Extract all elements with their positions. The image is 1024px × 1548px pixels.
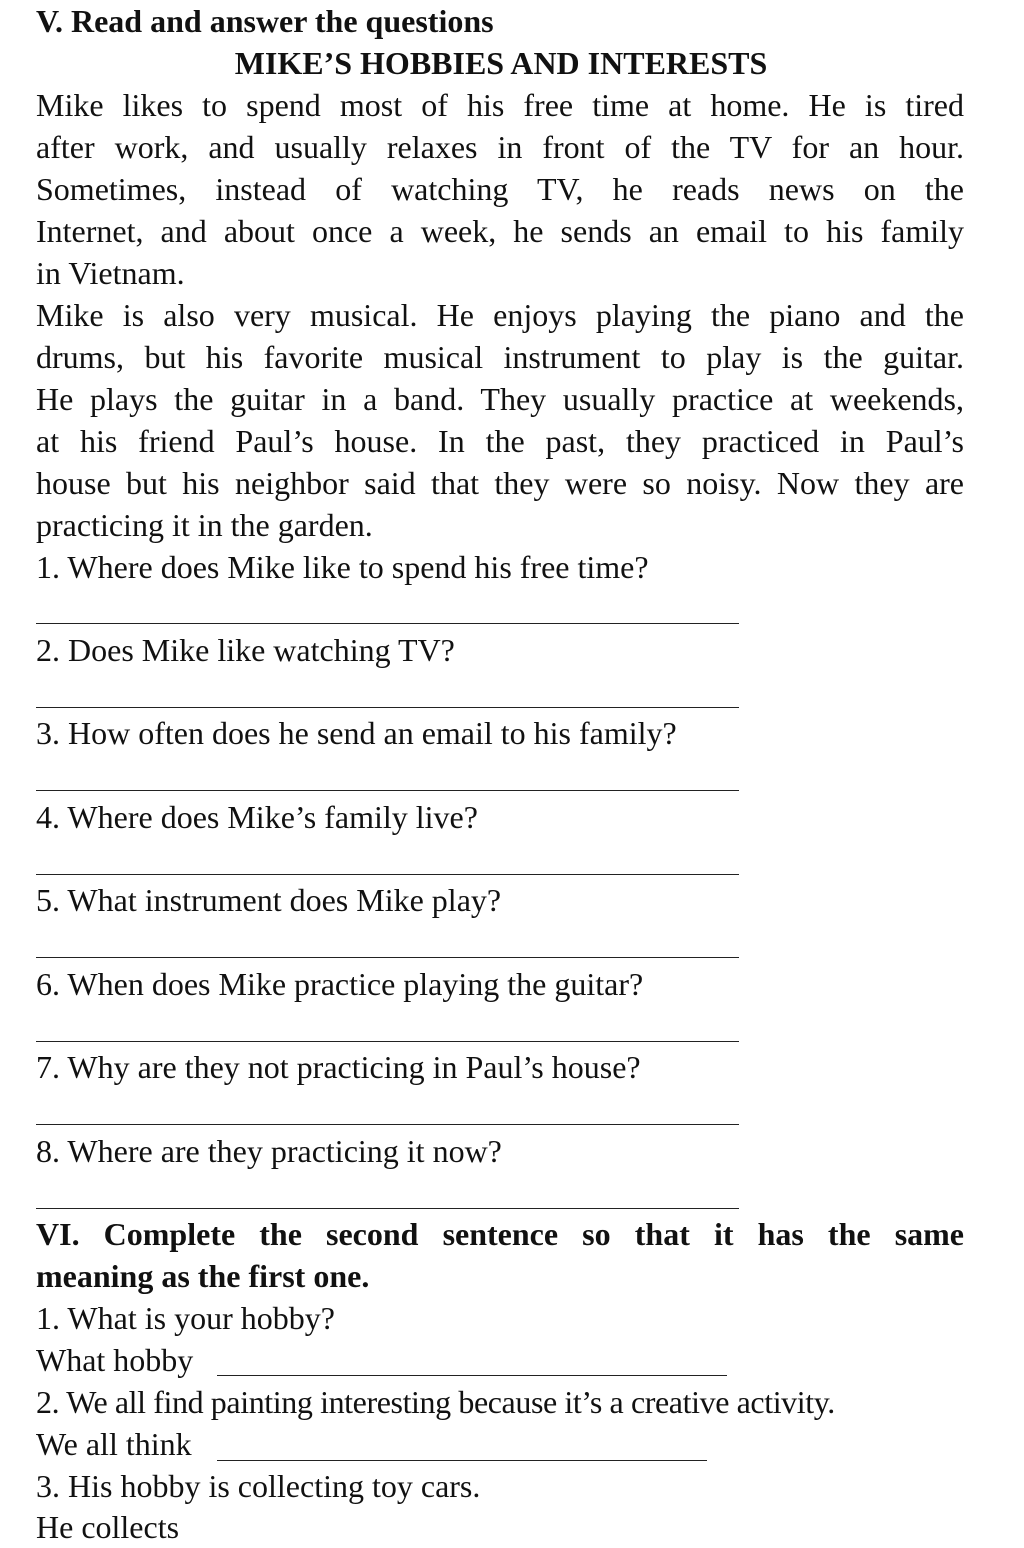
transform-item-3-prompt: He collects — [36, 1509, 180, 1545]
answer-line-4[interactable] — [36, 874, 739, 875]
passage-line: Mike is also very musical. He enjoys playing the piano and the — [36, 297, 964, 333]
question-1: 1. Where does Mike like to spend his free time? — [36, 549, 649, 585]
section-v-heading: V. Read and answer the questions — [36, 3, 494, 39]
question-6: 6. When does Mike practice playing the guitar? — [36, 966, 644, 1002]
passage-line: He plays the guitar in a band. They usually practice at weekends, — [36, 381, 964, 417]
passage-title: MIKE’S HOBBIES AND INTERESTS — [234, 45, 768, 81]
passage-line: Sometimes, instead of watching TV, he reads news on the — [36, 171, 964, 207]
answer-line-1[interactable] — [36, 623, 739, 624]
answer-line-5[interactable] — [36, 957, 739, 958]
question-2: 2. Does Mike like watching TV? — [36, 632, 455, 668]
fill-line-1[interactable] — [217, 1375, 727, 1376]
passage-line: practicing it in the garden. — [36, 507, 373, 543]
transform-item-3-original: 3. His hobby is collecting toy cars. — [36, 1468, 481, 1504]
question-7: 7. Why are they not practicing in Paul’s house? — [36, 1049, 641, 1085]
answer-line-3[interactable] — [36, 790, 739, 791]
answer-line-6[interactable] — [36, 1041, 739, 1042]
transform-item-1-prompt: What hobby — [36, 1342, 194, 1378]
passage-line: after work, and usually relaxes in front of the TV for an hour. — [36, 129, 964, 165]
transform-item-2-original: 2. We all find painting interesting because it’s a creative activity. — [36, 1384, 835, 1420]
transform-item-1-original: 1. What is your hobby? — [36, 1300, 335, 1336]
transform-item-2-prompt: We all think — [36, 1426, 192, 1462]
passage-line: Internet, and about once a week, he sends an email to his family — [36, 213, 964, 249]
passage-line: at his friend Paul’s house. In the past, they practiced in Paul’s — [36, 423, 964, 459]
section-vi-heading: VI. Complete the second sentence so that it has the same — [36, 1216, 964, 1252]
answer-line-8[interactable] — [36, 1208, 739, 1209]
question-5: 5. What instrument does Mike play? — [36, 882, 502, 918]
passage-line: house but his neighbor said that they were so noisy. Now they are — [36, 465, 964, 501]
question-3: 3. How often does he send an email to his family? — [36, 715, 677, 751]
section-vi-heading-cont: meaning as the first one. — [36, 1258, 370, 1294]
question-8: 8. Where are they practicing it now? — [36, 1133, 502, 1169]
passage-line: drums, but his favorite musical instrument to play is the guitar. — [36, 339, 964, 375]
question-4: 4. Where does Mike’s family live? — [36, 799, 478, 835]
answer-line-7[interactable] — [36, 1124, 739, 1125]
passage-line: Mike likes to spend most of his free time at home. He is tired — [36, 87, 964, 123]
answer-line-2[interactable] — [36, 707, 739, 708]
passage-line: in Vietnam. — [36, 255, 185, 291]
fill-line-2[interactable] — [217, 1460, 707, 1461]
